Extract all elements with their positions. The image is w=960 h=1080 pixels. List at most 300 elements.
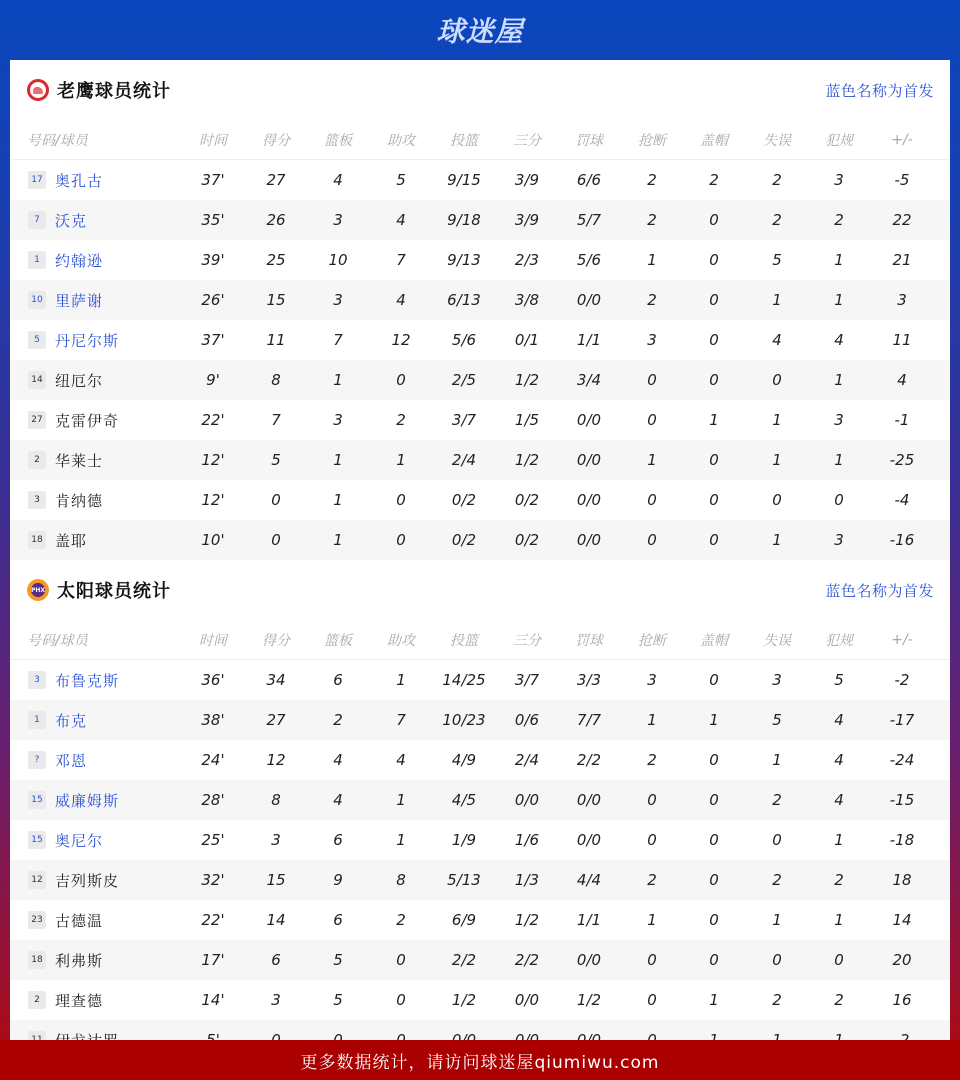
stat-cell: 1/1 (576, 331, 602, 349)
stat-cell: 1 (834, 291, 844, 309)
stat-cell: 5 (271, 451, 281, 469)
player-cell[interactable] (28, 830, 103, 851)
stat-cell: 2 (647, 211, 657, 229)
player-cell[interactable] (28, 410, 119, 431)
stat-cell: 22 (892, 211, 912, 229)
hawks-logo-icon (27, 79, 49, 101)
stat-cell: 12 (391, 331, 411, 349)
player-cell[interactable] (28, 670, 119, 691)
stat-cell: 0 (834, 491, 844, 509)
player-row[interactable] (10, 940, 950, 980)
player-row[interactable] (10, 520, 950, 560)
stat-cell: 1/9 (451, 831, 477, 849)
stat-cell: 0/0 (576, 951, 602, 969)
team-section-1 (10, 560, 950, 1060)
stat-cell: -16 (889, 531, 915, 549)
stat-cell: 28' (201, 791, 225, 809)
stat-cell: 6 (333, 671, 343, 689)
column-header: 犯规 (825, 132, 853, 149)
stat-cell: 4 (897, 371, 907, 389)
column-header: 篮板 (324, 132, 352, 149)
player-cell[interactable] (28, 950, 103, 971)
stat-cell: 38' (201, 711, 225, 729)
stat-cell: 17' (201, 951, 225, 969)
stat-cell: 3 (897, 291, 907, 309)
player-name-link[interactable]: 邓恩 (55, 751, 88, 770)
stat-cell: 1/1 (576, 911, 602, 929)
stat-cell: 2 (834, 211, 844, 229)
stat-cell: 26 (266, 211, 286, 229)
player-name-link[interactable]: 丹尼尔斯 (55, 331, 120, 350)
stat-cell: 3 (333, 291, 343, 309)
stat-cell: 2/2 (576, 751, 602, 769)
stat-cell: 34 (266, 671, 286, 689)
team-section-header (10, 560, 950, 620)
player-name-link[interactable]: 古德温 (55, 911, 104, 930)
stat-cell: 3/8 (514, 291, 540, 309)
stat-cell: 0/2 (451, 531, 477, 549)
stat-cell: 2 (647, 751, 657, 769)
stat-cell: 1 (647, 251, 657, 269)
stat-cell: 7 (396, 711, 406, 729)
stat-cell: 2 (709, 171, 719, 189)
stat-cell: -18 (889, 831, 915, 849)
stat-cell: 6/9 (451, 911, 477, 929)
stat-cell: 0 (647, 411, 657, 429)
stat-cell: 2/3 (514, 251, 540, 269)
stat-cell: -1 (894, 411, 910, 429)
stat-cell: 3/3 (576, 671, 602, 689)
player-row[interactable] (10, 360, 950, 400)
player-name-link[interactable]: 肯纳德 (55, 491, 104, 510)
player-cell[interactable] (28, 450, 103, 471)
player-cell[interactable] (28, 210, 87, 231)
player-row[interactable] (10, 240, 950, 280)
stat-cell: 1/2 (514, 371, 540, 389)
player-name-link[interactable]: 奥尼尔 (55, 831, 104, 850)
stat-cell: 3/4 (576, 371, 602, 389)
stats-card (10, 60, 950, 1040)
stat-cell: 4 (834, 751, 844, 769)
stat-cell: 0 (271, 491, 281, 509)
stat-cell: 7 (271, 411, 281, 429)
jersey-number-icon: 17 (28, 171, 46, 189)
jersey-number-icon: ? (28, 751, 46, 769)
stat-cell: 0 (647, 531, 657, 549)
stat-cell: 1 (772, 911, 782, 929)
player-cell[interactable] (28, 870, 119, 891)
stat-cell: 12' (201, 451, 225, 469)
stat-cell: 4 (396, 211, 406, 229)
stat-cell: 6 (271, 951, 281, 969)
stat-cell: 1 (834, 451, 844, 469)
stat-cell: 0/0 (576, 291, 602, 309)
stat-cell: 3/7 (514, 671, 540, 689)
stat-cell: 0 (396, 951, 406, 969)
stat-cell: 1 (772, 451, 782, 469)
stat-cell: 1/6 (514, 831, 540, 849)
jersey-number-icon: 2 (28, 991, 46, 1009)
jersey-number-icon: 23 (28, 911, 46, 929)
stat-cell: 5 (772, 251, 782, 269)
player-name-link[interactable]: 布克 (55, 711, 88, 730)
stat-cell: 12' (201, 491, 225, 509)
stat-cell: 25 (266, 251, 286, 269)
jersey-number-icon: 14 (28, 371, 46, 389)
stat-cell: 0 (709, 451, 719, 469)
player-cell[interactable] (28, 790, 119, 811)
column-header: 时间 (199, 632, 227, 649)
stat-cell: 20 (892, 951, 912, 969)
stat-cell: 4 (396, 291, 406, 309)
stat-cell: 0 (709, 951, 719, 969)
column-header: 助攻 (387, 132, 415, 149)
player-name-link[interactable]: 克雷伊奇 (55, 411, 120, 430)
stat-cell: 1 (772, 531, 782, 549)
stat-cell: -25 (889, 451, 915, 469)
jersey-number-icon: 3 (28, 671, 46, 689)
stat-cell: -17 (889, 711, 915, 729)
stat-cell: -4 (894, 491, 910, 509)
stat-cell: 5 (333, 951, 343, 969)
column-header: 助攻 (387, 632, 415, 649)
stat-cell: 15 (266, 291, 286, 309)
player-row[interactable] (10, 820, 950, 860)
column-header: 抢断 (638, 132, 666, 149)
stat-cell: 0 (772, 371, 782, 389)
stat-cell: 1 (396, 671, 406, 689)
player-name-link[interactable]: 沃克 (55, 211, 88, 230)
jersey-number-icon: 1 (28, 711, 46, 729)
stat-cell: 1 (333, 491, 343, 509)
brand-header (0, 0, 960, 60)
stat-cell: 14 (892, 911, 912, 929)
stat-cell: 1 (647, 911, 657, 929)
stat-cell: 4 (834, 711, 844, 729)
player-row[interactable] (10, 740, 950, 780)
player-row[interactable] (10, 780, 950, 820)
stat-cell: 0/2 (514, 491, 540, 509)
player-row[interactable] (10, 700, 950, 740)
player-name-link[interactable]: 理查德 (55, 991, 104, 1010)
stat-cell: -15 (889, 791, 915, 809)
player-name-link[interactable]: 奥孔古 (55, 171, 104, 190)
player-name-link[interactable]: 利弗斯 (55, 951, 104, 970)
stat-cell: 3 (647, 671, 657, 689)
stat-cell: 24' (201, 751, 225, 769)
stat-cell: 1 (772, 291, 782, 309)
stat-cell: 10/23 (442, 711, 486, 729)
stat-cell: 2/4 (451, 451, 477, 469)
column-header: 犯规 (825, 632, 853, 649)
column-header: 篮板 (324, 632, 352, 649)
stat-cell: 3 (647, 331, 657, 349)
column-header: 号码/球员 (27, 632, 88, 649)
stat-cell: 3 (333, 411, 343, 429)
column-header: 号码/球员 (27, 132, 88, 149)
team-title (27, 77, 171, 103)
player-cell[interactable] (28, 750, 87, 771)
stat-cell: 10 (328, 251, 348, 269)
stat-cell: 0/0 (576, 791, 602, 809)
player-cell[interactable] (28, 170, 103, 191)
stat-cell: 1 (396, 451, 406, 469)
stat-cell: 1 (396, 831, 406, 849)
player-name-link[interactable]: 里萨谢 (55, 291, 104, 310)
player-name-link[interactable]: 威廉姆斯 (55, 791, 120, 810)
column-header: 失误 (763, 132, 791, 149)
stat-cell: 11 (892, 331, 912, 349)
stat-cell: 3/9 (514, 211, 540, 229)
stat-cell: 3 (834, 531, 844, 549)
stat-cell: 2 (647, 171, 657, 189)
stat-cell: 7/7 (576, 711, 602, 729)
stat-cell: 37' (201, 331, 225, 349)
stat-cell: 3/9 (514, 171, 540, 189)
player-cell[interactable] (28, 990, 103, 1011)
stat-cell: 2/4 (514, 751, 540, 769)
player-name-link[interactable]: 布鲁克斯 (55, 671, 120, 690)
stat-cell: 14 (266, 911, 286, 929)
stat-cell: 0/0 (576, 531, 602, 549)
player-cell[interactable] (28, 250, 103, 271)
jersey-number-icon: 18 (28, 531, 46, 549)
stat-cell: -5 (894, 171, 910, 189)
stat-cell: 1 (772, 751, 782, 769)
team-section-0 (10, 60, 950, 560)
stat-cell: 8 (271, 791, 281, 809)
stat-cell: 2 (772, 791, 782, 809)
stat-cell: 0 (647, 491, 657, 509)
brand-logo: 球迷屋 (436, 15, 524, 48)
stat-cell: 0 (772, 491, 782, 509)
column-header: 盖帽 (700, 632, 728, 649)
stat-cell: 3 (772, 671, 782, 689)
stat-cell: 1 (709, 411, 719, 429)
stat-cell: 1 (333, 451, 343, 469)
stat-cell: 6/13 (447, 291, 481, 309)
stat-cell: 2 (396, 911, 406, 929)
stat-cell: 32' (201, 871, 225, 889)
stat-cell: 2/2 (451, 951, 477, 969)
stat-cell: 37' (201, 171, 225, 189)
player-row[interactable] (10, 400, 950, 440)
player-row[interactable] (10, 160, 950, 200)
suns-logo-icon: PHX (27, 579, 49, 601)
player-row[interactable] (10, 900, 950, 940)
stat-cell: 18 (892, 871, 912, 889)
stat-cell: 0 (647, 991, 657, 1009)
stat-cell: 5/6 (451, 331, 477, 349)
stat-cell: 4 (333, 791, 343, 809)
stat-cell: 2 (647, 871, 657, 889)
stat-cell: 0/0 (514, 791, 540, 809)
stat-cell: 1 (709, 711, 719, 729)
player-row[interactable] (10, 440, 950, 480)
stat-cell: 1 (772, 411, 782, 429)
stat-cell: 9' (206, 371, 220, 389)
stat-cell: 2 (396, 411, 406, 429)
player-row[interactable] (10, 320, 950, 360)
stat-cell: 15 (266, 871, 286, 889)
stat-cell: 0 (647, 951, 657, 969)
stat-cell: 35' (201, 211, 225, 229)
stat-cell: 5/7 (576, 211, 602, 229)
column-header-row (10, 120, 950, 160)
stat-cell: 3 (834, 411, 844, 429)
stat-cell: 9 (333, 871, 343, 889)
jersey-number-icon: 7 (28, 211, 46, 229)
column-header: 盖帽 (700, 132, 728, 149)
jersey-number-icon: 3 (28, 491, 46, 509)
player-row[interactable] (10, 480, 950, 520)
column-header: 抢断 (638, 632, 666, 649)
stat-cell: 0 (709, 211, 719, 229)
footer-banner[interactable] (0, 1040, 960, 1080)
player-row[interactable] (10, 660, 950, 700)
player-cell[interactable] (28, 490, 103, 511)
column-header-row (10, 620, 950, 660)
stat-cell: 2/2 (514, 951, 540, 969)
stat-cell: 16 (892, 991, 912, 1009)
footer-link-text[interactable]: 更多数据统计，请访问球迷屋qiumiwu.com (300, 1052, 660, 1073)
stat-cell: 2 (333, 711, 343, 729)
stat-cell: 6 (333, 831, 343, 849)
stat-cell: 0 (709, 671, 719, 689)
stat-cell: 5 (834, 671, 844, 689)
stat-cell: 14/25 (442, 671, 486, 689)
player-cell[interactable] (28, 530, 87, 551)
stat-cell: 7 (333, 331, 343, 349)
column-header: +/- (891, 131, 913, 148)
player-cell[interactable] (28, 330, 119, 351)
stat-cell: 4/5 (451, 791, 477, 809)
stat-cell: 1 (709, 991, 719, 1009)
stat-cell: 2 (647, 291, 657, 309)
stat-cell: 0 (709, 791, 719, 809)
player-name-link[interactable]: 吉列斯皮 (55, 871, 120, 890)
stat-cell: 0 (834, 951, 844, 969)
stat-cell: 1 (834, 831, 844, 849)
stat-cell: 4/4 (576, 871, 602, 889)
stat-cell: 1 (647, 711, 657, 729)
stat-cell: 0 (709, 291, 719, 309)
stat-cell: 0 (709, 491, 719, 509)
stat-cell: 5 (396, 171, 406, 189)
player-row[interactable] (10, 200, 950, 240)
stat-cell: 0 (772, 831, 782, 849)
stat-cell: 0 (647, 371, 657, 389)
stat-cell: 2 (834, 991, 844, 1009)
stat-cell: 0/6 (514, 711, 540, 729)
player-name-link[interactable]: 盖耶 (55, 531, 88, 550)
player-cell[interactable] (28, 910, 103, 931)
stat-cell: 5 (333, 991, 343, 1009)
stat-cell: 14' (201, 991, 225, 1009)
stat-cell: 22' (201, 411, 225, 429)
stat-cell: 0 (396, 991, 406, 1009)
stat-cell: 0 (396, 371, 406, 389)
player-row[interactable] (10, 860, 950, 900)
stat-cell: 0 (709, 371, 719, 389)
stat-cell: 1/2 (576, 991, 602, 1009)
column-header: 罚球 (575, 132, 603, 149)
stat-cell: 25' (201, 831, 225, 849)
stat-cell: 2 (772, 991, 782, 1009)
stat-cell: 39' (201, 251, 225, 269)
player-name-link[interactable]: 纽厄尔 (55, 371, 104, 390)
stat-cell: 8 (396, 871, 406, 889)
player-row[interactable] (10, 280, 950, 320)
player-name-link[interactable]: 华莱士 (55, 451, 104, 470)
stat-cell: 0 (709, 871, 719, 889)
stat-cell: 0/0 (514, 991, 540, 1009)
stat-cell: 0/0 (576, 451, 602, 469)
column-header: 得分 (262, 132, 290, 149)
player-row[interactable] (10, 980, 950, 1020)
stat-cell: 4 (834, 791, 844, 809)
stat-cell: 4 (834, 331, 844, 349)
stat-cell: 3 (271, 991, 281, 1009)
jersey-number-icon: 12 (28, 871, 46, 889)
stat-cell: -2 (894, 671, 910, 689)
stat-cell: 0 (709, 251, 719, 269)
starter-legend-note: 蓝色名称为首发 (825, 81, 934, 100)
column-header: 三分 (513, 632, 541, 649)
stat-cell: 3/7 (451, 411, 477, 429)
jersey-number-icon: 5 (28, 331, 46, 349)
stat-cell: 2 (834, 871, 844, 889)
stat-cell: 27 (266, 711, 286, 729)
stat-cell: 2/5 (451, 371, 477, 389)
stat-cell: 21 (892, 251, 912, 269)
stat-cell: 2 (772, 211, 782, 229)
stat-cell: 3 (333, 211, 343, 229)
stat-cell: 6 (333, 911, 343, 929)
stat-cell: 0 (396, 531, 406, 549)
stat-cell: 9/13 (447, 251, 481, 269)
stat-cell: 4 (333, 751, 343, 769)
stat-cell: 5/6 (576, 251, 602, 269)
stat-cell: 1 (396, 791, 406, 809)
stat-cell: 0/0 (576, 831, 602, 849)
player-cell[interactable] (28, 710, 87, 731)
player-name-link[interactable]: 约翰逊 (55, 251, 104, 270)
stat-cell: 1 (647, 451, 657, 469)
jersey-number-icon: 15 (28, 831, 46, 849)
player-cell[interactable] (28, 370, 103, 391)
stat-cell: 0/2 (451, 491, 477, 509)
jersey-number-icon: 18 (28, 951, 46, 969)
stat-cell: 0 (709, 911, 719, 929)
stat-cell: 0 (772, 951, 782, 969)
stat-cell: 1/5 (514, 411, 540, 429)
stat-cell: 2 (772, 871, 782, 889)
stat-cell: 4 (333, 171, 343, 189)
stat-cell: 2 (772, 171, 782, 189)
team-section-header (10, 60, 950, 120)
stat-cell: 0 (647, 831, 657, 849)
stat-cell: 1 (834, 911, 844, 929)
stat-cell: 0 (709, 831, 719, 849)
stat-cell: 1 (834, 371, 844, 389)
stat-cell: 0/0 (576, 411, 602, 429)
player-cell[interactable] (28, 290, 103, 311)
stat-cell: 1/2 (514, 911, 540, 929)
stat-cell: 3 (834, 171, 844, 189)
team-name: 太阳球员统计 (57, 581, 171, 602)
stat-cell: 1/3 (514, 871, 540, 889)
